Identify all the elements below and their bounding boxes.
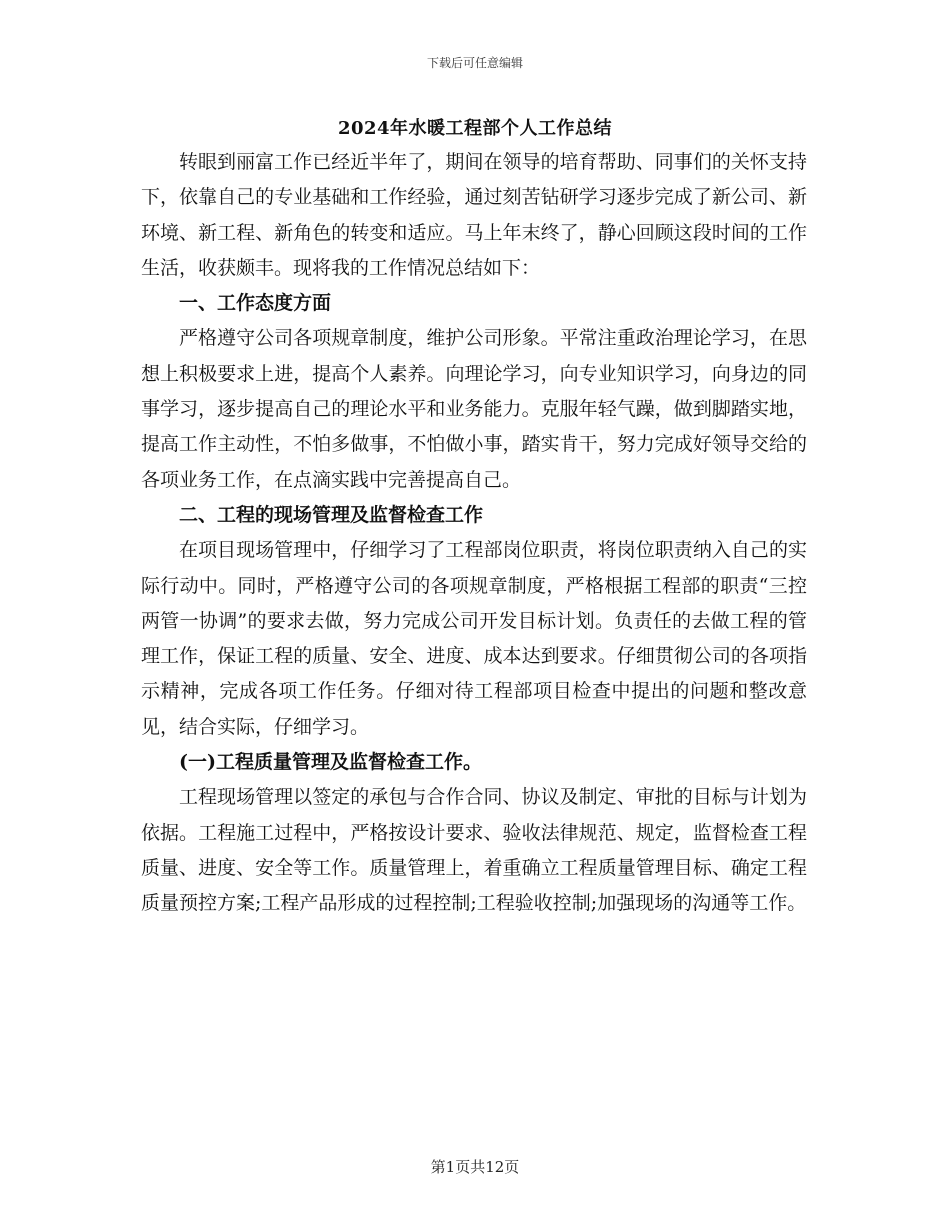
- section-heading-site-management: 二、工程的现场管理及监督检查工作: [179, 503, 484, 526]
- quality-paragraph: 工程现场管理以签定的承包与合作合同、协议及制定、审批的目标与计划为依据。工程施工过程中，严格按设计要求、验收法律规范、规定，监督检查工程质量、进度、安全等工作。质量管理上，着重确立工程质量管理目标、确定工程质量预控方案;工程产品形成的过程控制;工程验收控制;加强现场的沟通等工作。: [141, 786, 807, 915]
- attitude-paragraph: 严格遵守公司各项规章制度，维护公司形象。平常注重政治理论学习，在思想上积极要求上进，提高个人素养。向理论学习，向专业知识学习，向身边的同事学习，逐步提高自己的理论水平和业务能力。克服年轻气躁，做到脚踏实地，提高工作主动性，不怕多做事，不怕做小事，踏实肯干，努力完成好领导交给的各项业务工作，在点滴实践中完善提高自己。: [141, 327, 807, 491]
- page-footer: 第1页共12页: [430, 1158, 520, 1176]
- document-title: 2024年水暖工程部个人工作总结: [337, 118, 613, 139]
- document-body: [141, 145, 807, 922]
- header-note: 下载后可任意编辑: [426, 56, 523, 70]
- subsection-heading-quality: (一)工程质量管理及监督检查工作。: [179, 751, 482, 774]
- site-management-paragraph: 在项目现场管理中，仔细学习了工程部岗位职责，将岗位职责纳入自己的实际行动中。同时，严格遵守公司的各项规章制度，严格根据工程部的职责“三控两管一协调”的要求去做，努力完成公司开发目标计划。负责任的去做工程的管理工作，保证工程的质量、安全、进度、成本达到要求。仔细贯彻公司的各项指示精神，完成各项工作任务。仔细对待工程部项目检查中提出的问题和整改意见，结合实际，仔细学习。: [141, 539, 807, 738]
- intro-paragraph: 转眼到丽富工作已经近半年了，期间在领导的培育帮助、同事们的关怀支持下，依靠自己的专业基础和工作经验，通过刻苦钻研学习逐步完成了新公司、新环境、新工程、新角色的转变和适应。马上年末终了，静心回顾这段时间的工作生活，收获颇丰。现将我的工作情况总结如下：: [141, 151, 807, 279]
- section-heading-attitude: 一、工作态度方面: [179, 292, 332, 315]
